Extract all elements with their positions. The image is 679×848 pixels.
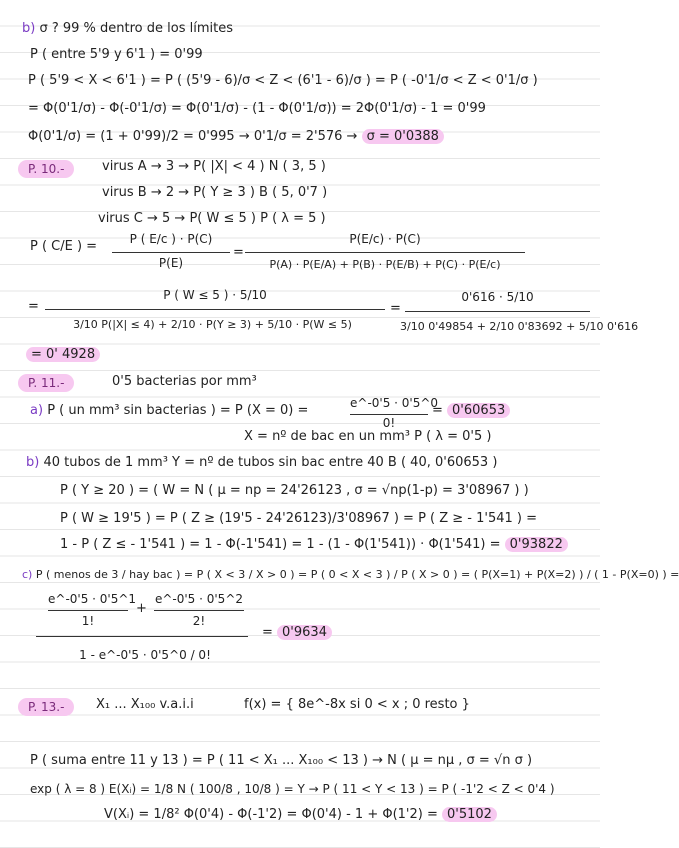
p11-b-result: 0'93822 [505, 537, 568, 552]
p10-eq3: = [390, 301, 401, 316]
p13-line2: exp ( λ = 8 ) E(Xᵢ) = 1/8 N ( 100/8 , 10/8 ) = Y → P ( 11 < Y < 13 ) = P ( -1'2 < Z < 0'4 ) [30, 782, 555, 796]
p11-a-line: P ( un mm³ sin bacterias ) = P (X = 0) = [47, 403, 309, 418]
p10-eq2: = [28, 299, 39, 314]
p11-c-t1-bar [48, 610, 128, 611]
p10-virus-b: virus B → 2 → P( Y ≥ 3 ) B ( 5, 0'7 ) [102, 185, 328, 200]
p10-den1: P(E) [158, 256, 184, 270]
p10-bar4 [405, 311, 590, 312]
p11-c-result-row: = 0'9634 [262, 624, 332, 642]
p10-virus-a: virus A → 3 → P( |X| < 4 ) N ( 3, 5 ) [102, 159, 326, 174]
p11-a-den: 0! [382, 416, 396, 430]
p11-a-num: e^-0'5 · 0'5^0 [350, 396, 439, 410]
p10-num1: P ( E/c ) · P(C) [129, 232, 213, 246]
p11-c-t2-den: 2! [192, 614, 206, 628]
b-sigma-line4: Φ(0'1/σ) = (1 + 0'99)/2 = 0'995 → 0'1/σ = 2'576 → [28, 129, 358, 144]
p11-b-line4-row [60, 536, 568, 554]
p10-virus-c: virus C → 5 → P( W ≤ 5 ) P ( λ = 5 ) [98, 211, 326, 226]
p13-label: P. 13.- [18, 698, 74, 716]
p10-num3: P ( W ≤ 5 ) · 5/10 [163, 288, 267, 302]
p11-b-line4: 1 - P ( Z ≤ - 1'541 ) = 1 - Φ(-1'541) = 1 - (1 - Φ(1'541)) · Φ(1'541) = [60, 537, 501, 552]
p11-c-t1-den: 1! [81, 614, 95, 628]
b-sigma-line2: P ( 5'9 < X < 6'1 ) = P ( (5'9 - 6)/σ < Z < (6'1 - 6)/σ ) = P ( -0'1/σ < Z < 0'1/σ ) [28, 73, 538, 88]
p10-bar2 [245, 252, 525, 253]
p11-intro: 0'5 bacterias por mm³ [112, 374, 257, 389]
p11-a-result: 0'60653 [447, 403, 510, 418]
p11-c-line: P ( menos de 3 / hay bac ) = P ( X < 3 / X > 0 ) = P ( 0 < X < 3 ) / P ( X > 0 ) = ( P(X=1) + P(X=2) ) / ( 1 - P(X=0) ) = [35, 568, 679, 581]
p11-c-t2-bar [154, 610, 244, 611]
p13-line3-row [104, 806, 497, 824]
p11-b-row [26, 454, 497, 472]
p11-c-main-bar [36, 636, 248, 637]
p13-line3: V(Xᵢ) = 1/8² Φ(0'4) - Φ(-1'2) = Φ(0'4) - 1 + Φ(1'2) = [104, 807, 438, 822]
p10-den3: 3/10 P(|X| ≤ 4) + 2/10 · P(Y ≥ 3) + 5/10 · P(W ≤ 5) [73, 318, 352, 331]
p13-result: 0'5102 [442, 807, 497, 822]
p13-line1: P ( suma entre 11 y 13 ) = P ( 11 < X₁ ... X₁₀₀ < 13 ) → N ( μ = nμ , σ = √n σ ) [30, 753, 533, 768]
p10-bar3 [45, 309, 385, 310]
b-sigma-result: σ = 0'0388 [362, 129, 444, 144]
p11-c-result: 0'9634 [277, 625, 332, 640]
b-label: b) [22, 21, 36, 36]
p11-c-bottom: 1 - e^-0'5 · 0'5^0 / 0! [79, 648, 211, 662]
p10-den4: 3/10 0'49854 + 2/10 0'83692 + 5/10 0'616 [400, 320, 639, 333]
p10-eq1: = [233, 245, 244, 260]
p13-fx: f(x) = { 8e^-8x si 0 < x ; 0 resto } [244, 697, 470, 712]
p10-bayes-lhs: P ( C/E ) = [30, 239, 98, 254]
p11-label: P. 11.- [18, 374, 74, 392]
p11-c-row [22, 566, 679, 584]
b-sigma-head: σ ? 99 % dentro de los límites [39, 21, 233, 36]
p10-bar1 [112, 252, 230, 253]
p11-a-result-row: = 0'60653 [432, 402, 510, 420]
p11-b-line: 40 tubos de 1 mm³ Y = nº de tubos sin bac entre 40 B ( 40, 0'60653 ) [43, 455, 498, 470]
p11-b-line3: P ( W ≥ 19'5 ) = P ( Z ≥ (19'5 - 24'26123)/3'08967 ) = P ( Z ≥ - 1'541 ) = [60, 511, 538, 526]
p10-result-row [26, 346, 100, 364]
p10-label: P. 10.- [18, 160, 74, 178]
p11-a-row [30, 402, 308, 420]
p10-num4: 0'616 · 5/10 [461, 290, 534, 304]
p10-result: = 0' 4928 [26, 347, 100, 362]
p11-a-def: X = nº de bac en un mm³ P ( λ = 0'5 ) [244, 429, 492, 444]
p10-num2: P(E/c) · P(C) [349, 232, 421, 246]
p11-a-bar [350, 414, 428, 415]
p11-c-t2-num: e^-0'5 · 0'5^2 [154, 592, 244, 606]
b-sigma-line3: = Φ(0'1/σ) - Φ(-0'1/σ) = Φ(0'1/σ) - (1 - Φ(0'1/σ)) = 2Φ(0'1/σ) - 1 = 0'99 [28, 101, 486, 116]
p11-b-label: b) [26, 455, 40, 470]
b-sigma-line4-row [28, 128, 444, 146]
p11-c-t1-num: e^-0'5 · 0'5^1 [48, 592, 137, 606]
p11-c-label: c) [22, 568, 33, 581]
b-sigma-heading [22, 20, 233, 38]
p11-a-label: a) [30, 403, 44, 418]
b-sigma-line1: P ( entre 5'9 y 6'1 ) = 0'99 [30, 47, 203, 62]
p10-den2: P(A) · P(E/A) + P(B) · P(E/B) + P(C) · P(E/c) [269, 258, 501, 271]
p11-b-line2: P ( Y ≥ 20 ) = ( W = N ( μ = np = 24'26123 , σ = √np(1-p) = 3'08967 ) ) [60, 483, 529, 498]
p11-c-plus: + [136, 601, 147, 616]
p13-intro: X₁ ... X₁₀₀ v.a.i.i [96, 697, 194, 712]
